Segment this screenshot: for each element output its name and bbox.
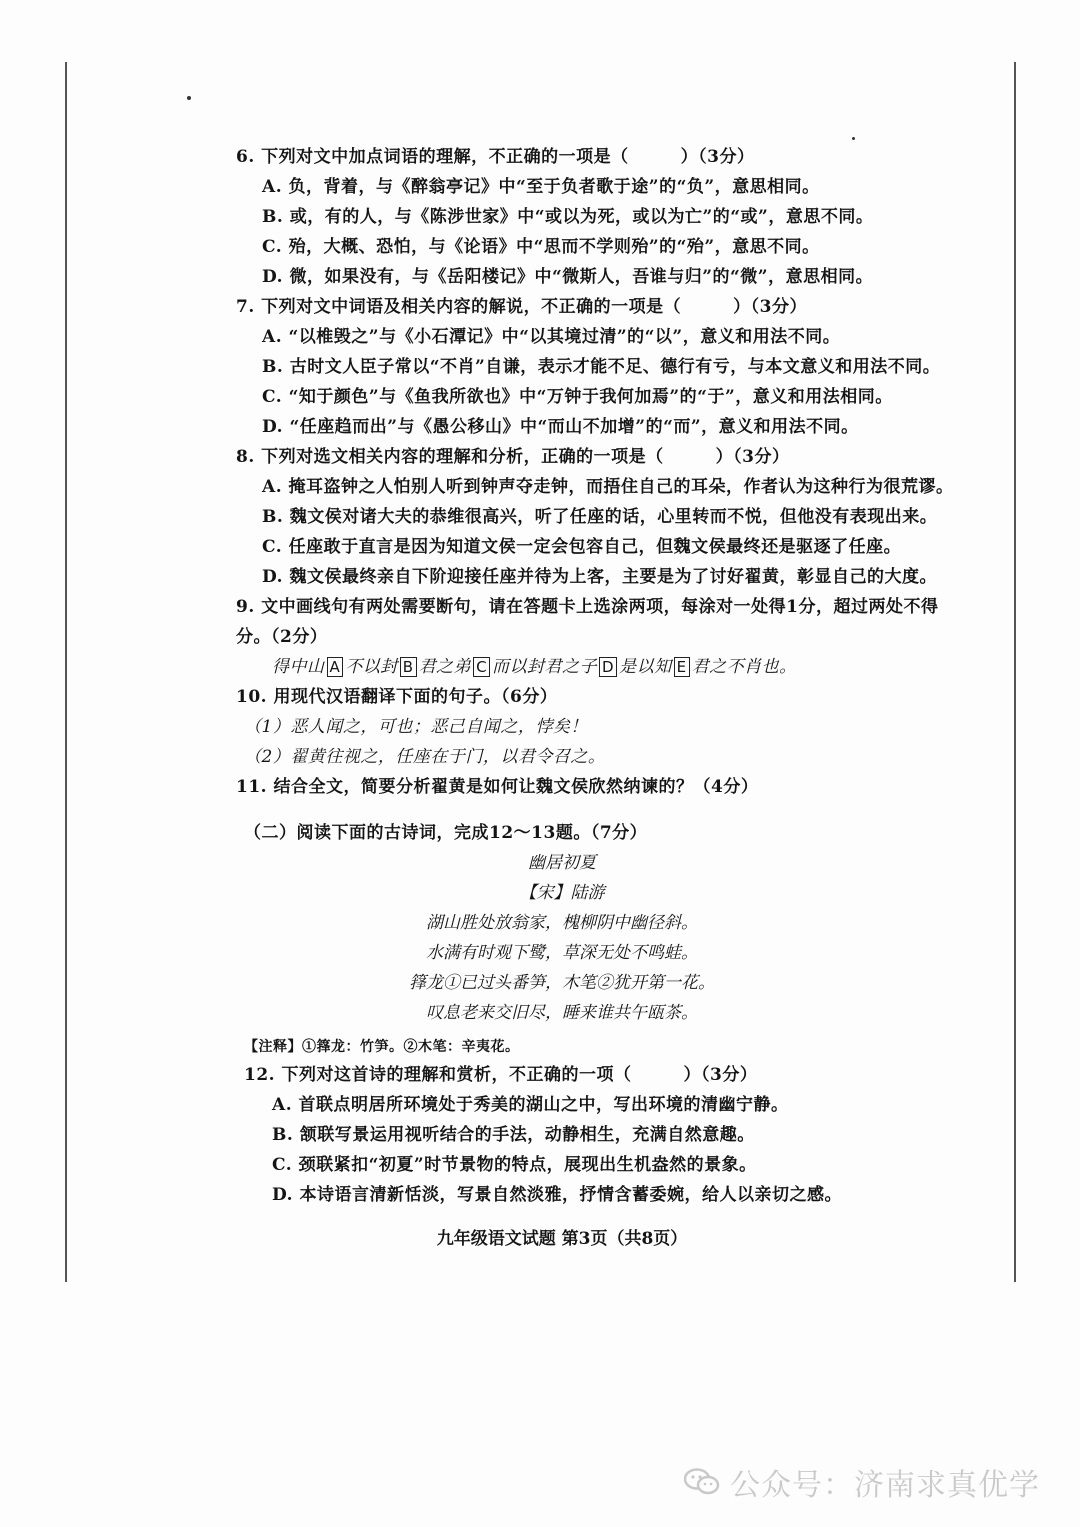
question-10-sentence-1: （1）恶人闻之，可也；恶己自闻之，悖矣！ [244,717,588,737]
section-2-heading: （二）阅读下面的古诗词，完成12～13题。（7分） [244,823,648,843]
question-6-stem-text: 6. 下列对文中加点词语的理解，不正确的一项是（ [236,147,629,167]
question-7-option-c: C. “知于颜色”与《鱼我所欲也》中“万钟于我何加焉”的“于”，意义和用法相同。 [262,387,893,407]
watermark [684,1460,1040,1504]
break-option-d[interactable]: D [599,657,617,677]
page-footer: 九年级语文试题 第3页（共8页） [436,1229,688,1249]
question-9-stem-line2: 分。（2分） [236,627,328,647]
question-12-option-c: C. 颈联紧扣“初夏”时节景物的特点，展现出生机盎然的景象。 [272,1155,757,1175]
sentence-segment: 君之不肖也。 [691,657,797,677]
question-7-option-a: A. “以椎毁之”与《小石潭记》中“以其境过清”的“以”，意义和用法不同。 [262,327,841,347]
poem-line-3: 箨龙①已过头番笋，木笔②犹开第一花。 [409,973,715,993]
poem-author: 【宋】陆游 [519,883,605,903]
question-12-option-b: B. 颔联写景运用视听结合的手法，动静相生，充满自然意趣。 [272,1125,755,1145]
question-9-sentence [272,656,797,678]
question-6-stem [236,146,755,168]
question-12-option-d: D. 本诗语言清新恬淡，写景自然淡雅，抒情含蓄委婉，给人以亲切之感。 [272,1185,842,1205]
question-10-sentence-2: （2）翟黄往视之，任座在于门，以君令召之。 [244,747,606,767]
sentence-segment: 是以知 [619,657,672,677]
question-8-option-c: C. 任座敢于直言是因为知道文侯一定会包容自己，但魏文侯最终还是驱逐了任座。 [262,537,902,557]
sentence-segment: 不以封 [345,657,398,677]
poem-title: 幽居初夏 [528,853,596,873]
question-6-option-b: B. 或，有的人，与《陈涉世家》中“或以为死，或以为亡”的“或”，意思不同。 [262,207,874,227]
break-option-c[interactable]: C [473,657,490,677]
sentence-segment: 君之弟 [418,657,472,677]
watermark-text: 公众号：济南求真优学 [730,1468,1040,1503]
question-12-option-a: A. 首联点明居所环境处于秀美的湖山之中，写出环境的清幽宁静。 [272,1095,789,1115]
poem-annotation: 【注释】①箨龙：竹笋。②木笔：辛夷花。 [244,1039,520,1055]
question-7-option-d: D. “任座趋而出”与《愚公移山》中“而山不加增”的“而”，意义和用法不同。 [262,417,859,437]
question-11-stem: 11. 结合全文，简要分析翟黄是如何让魏文侯欣然纳谏的？（4分） [236,777,759,797]
page-left-border [65,62,67,1282]
question-8-points: ）（3分） [715,447,790,467]
question-6-points: ）（3分） [680,147,755,167]
question-7-points: ）（3分） [733,297,808,317]
poem-line-2: 水满有时观下鹭，草深无处不鸣蛙。 [426,943,698,963]
question-10-stem: 10. 用现代汉语翻译下面的句子。（6分） [236,687,558,707]
sentence-segment: 得中山 [272,657,325,677]
wechat-icon [684,1468,720,1496]
question-6-option-d: D. 微，如果没有，与《岳阳楼记》中“微斯人，吾谁与归”的“微”，意思相同。 [262,267,874,287]
question-8-stem-text: 8. 下列对选文相关内容的理解和分析，正确的一项是（ [236,447,664,467]
question-12-points: ）（3分） [683,1065,758,1085]
scan-speck [852,137,855,140]
question-6-option-c: C. 殆，大概、恐怕，与《论语》中“思而不学则殆”的“殆”，意思不同。 [262,237,820,257]
question-7-option-b: B. 古时文人臣子常以“不肖”自谦，表示才能不足、德行有亏，与本文意义和用法不同。 [262,357,941,377]
question-9-stem-line1: 9. 文中画线句有两处需要断句，请在答题卡上选涂两项，每涂对一处得1分，超过两处不得 [236,597,939,617]
page-right-border [1014,62,1016,1282]
break-option-e[interactable]: E [674,657,690,677]
question-8-stem [236,446,790,468]
poem-line-4: 叹息老来交旧尽，睡来谁共午瓯茶。 [426,1003,698,1023]
question-8-option-a: A. 掩耳盗钟之人怕别人听到钟声夺走钟，而捂住自己的耳朵，作者认为这种行为很荒谬。 [262,477,954,497]
question-7-stem-text: 7. 下列对文中词语及相关内容的解说，不正确的一项是（ [236,297,682,317]
question-12-stem-text: 12. 下列对这首诗的理解和赏析，不正确的一项（ [244,1065,632,1085]
scan-speck [187,96,191,100]
question-7-stem [236,296,807,318]
break-option-b[interactable]: B [400,657,417,677]
break-option-a[interactable]: A [327,657,344,677]
poem-line-1: 湖山胜处放翁家，槐柳阴中幽径斜。 [426,913,698,933]
question-8-option-b: B. 魏文侯对诸大夫的恭维很高兴，听了任座的话，心里转而不悦，但他没有表现出来。 [262,507,938,527]
question-6-option-a: A. 负，背着，与《醉翁亭记》中“至于负者歌于途”的“负”，意思相同。 [262,177,820,197]
sentence-segment: 而以封君之子 [492,657,598,677]
question-12-stem [244,1064,757,1086]
question-8-option-d: D. 魏文侯最终亲自下阶迎接任座并待为上客，主要是为了讨好翟黄，彰显自己的大度。 [262,567,937,587]
